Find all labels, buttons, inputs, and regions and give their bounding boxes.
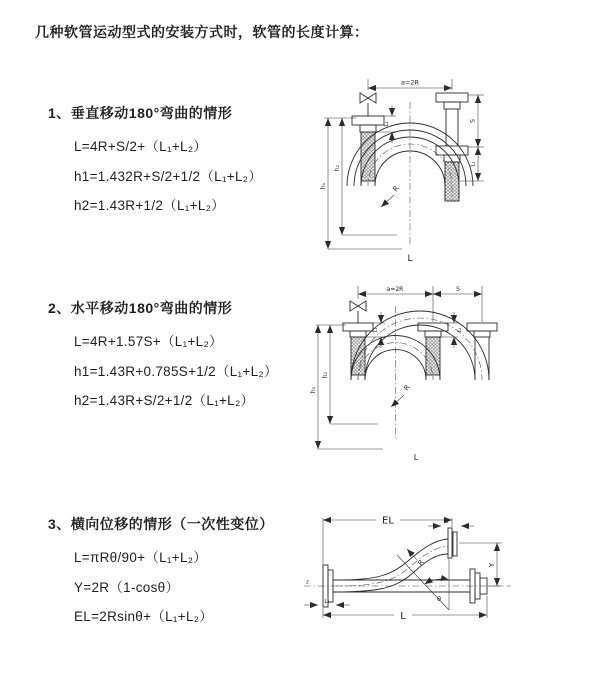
dim-label-r: R [402, 383, 412, 393]
section-1-formula-h1: h1=1.432R+S/2+1/2（L₁+L₂） [74, 168, 263, 184]
dim-label-l1-left: L₁ [373, 327, 379, 333]
hose-u-bends [351, 311, 489, 380]
dim-label-l1-right: L₁ [470, 161, 477, 167]
dim-label-l: L [400, 611, 406, 622]
section-3 [48, 514, 274, 632]
section-1 [48, 103, 262, 221]
diagram-horizontal-180-bend [308, 278, 600, 464]
dim-label-a2r: a=2R [386, 286, 404, 293]
dim-label-el: EL [382, 515, 394, 527]
section-2 [48, 298, 278, 416]
section-2-formula-h1: h1=1.43R+0.785S+1/2（L₁+L₂） [74, 363, 278, 379]
right-pipe-fitting [436, 93, 468, 201]
section-3-formula-L: L=πRθ/90+（L₁+L₂） [74, 550, 208, 565]
dim-label-h1: h₁ [320, 182, 327, 190]
dimension-h1-h2 [310, 325, 383, 449]
dimension-a-2R [368, 79, 452, 91]
section-1-formula-L: L=4R+S/2+（L₁+L₂） [74, 139, 208, 154]
dim-label-l: L [413, 453, 419, 462]
radius-callout [391, 383, 412, 407]
section-2-heading: 2、水平移动180°弯曲的情形 [48, 300, 233, 316]
hose-straight-position [333, 569, 487, 603]
dim-label-s: S [469, 119, 477, 123]
section-2-formula-h2: h2=1.43R+S/2+1/2（L₁+L₂） [74, 393, 255, 408]
middle-pipe-fitting [418, 323, 448, 375]
radius-callout [381, 184, 401, 207]
angle-label-theta: θ [437, 595, 441, 603]
dim-label-r: R [391, 184, 401, 194]
section-3-heading: 3、横向位移的情形（一次性变位） [48, 516, 274, 532]
dim-label-l1-left: L₁ [384, 121, 390, 127]
dim-label-a2r: a=2R [400, 78, 420, 87]
dim-label-h2: h₂ [334, 164, 341, 172]
page-title: 几种软管运动型式的安装方式时，软管的长度计算： [35, 24, 369, 40]
dimension-l1-left [304, 599, 350, 605]
radius-callout [407, 549, 426, 567]
dimension-a-2R [358, 286, 482, 322]
dim-label-l1-middle: L₁ [457, 327, 463, 333]
dimension-l1-left [365, 312, 385, 348]
dimension-l1-left [375, 105, 396, 143]
dim-label-r: R [416, 558, 426, 568]
valve-icon [360, 93, 376, 116]
dim-label-l1-top: L₁ [443, 519, 449, 525]
diagram-vertical-180-bend [312, 68, 597, 266]
section-1-heading: 1、垂直移动180°弯曲的情形 [48, 105, 233, 121]
section-3-formula-Y: Y=2R（1-cosθ） [74, 579, 180, 595]
dim-label-l: L [407, 254, 413, 264]
valve-icon [350, 301, 366, 323]
axis-mark-z: z [306, 579, 309, 586]
dim-label-y: Y [488, 562, 496, 568]
section-1-formula-h2: h2=1.43R+1/2（L₁+L₂） [74, 198, 225, 213]
dim-label-l1-left: L₁ [324, 599, 330, 605]
dimension-y [459, 543, 502, 586]
hose-displaced-position [336, 528, 457, 592]
dim-label-h1: h₁ [310, 386, 317, 394]
right-pipe-fitting [467, 323, 497, 380]
diagram-lateral-displacement [296, 498, 598, 672]
section-2-formula-L: L=4R+1.57S+（L₁+L₂） [74, 334, 223, 349]
dimension-l [323, 596, 487, 622]
dim-label-h2: h₂ [322, 371, 329, 379]
dimension-el [323, 515, 452, 568]
section-3-formula-EL: EL=2Rsinθ+（L₁+L₂） [74, 609, 214, 624]
dim-label-s: S [456, 286, 460, 293]
